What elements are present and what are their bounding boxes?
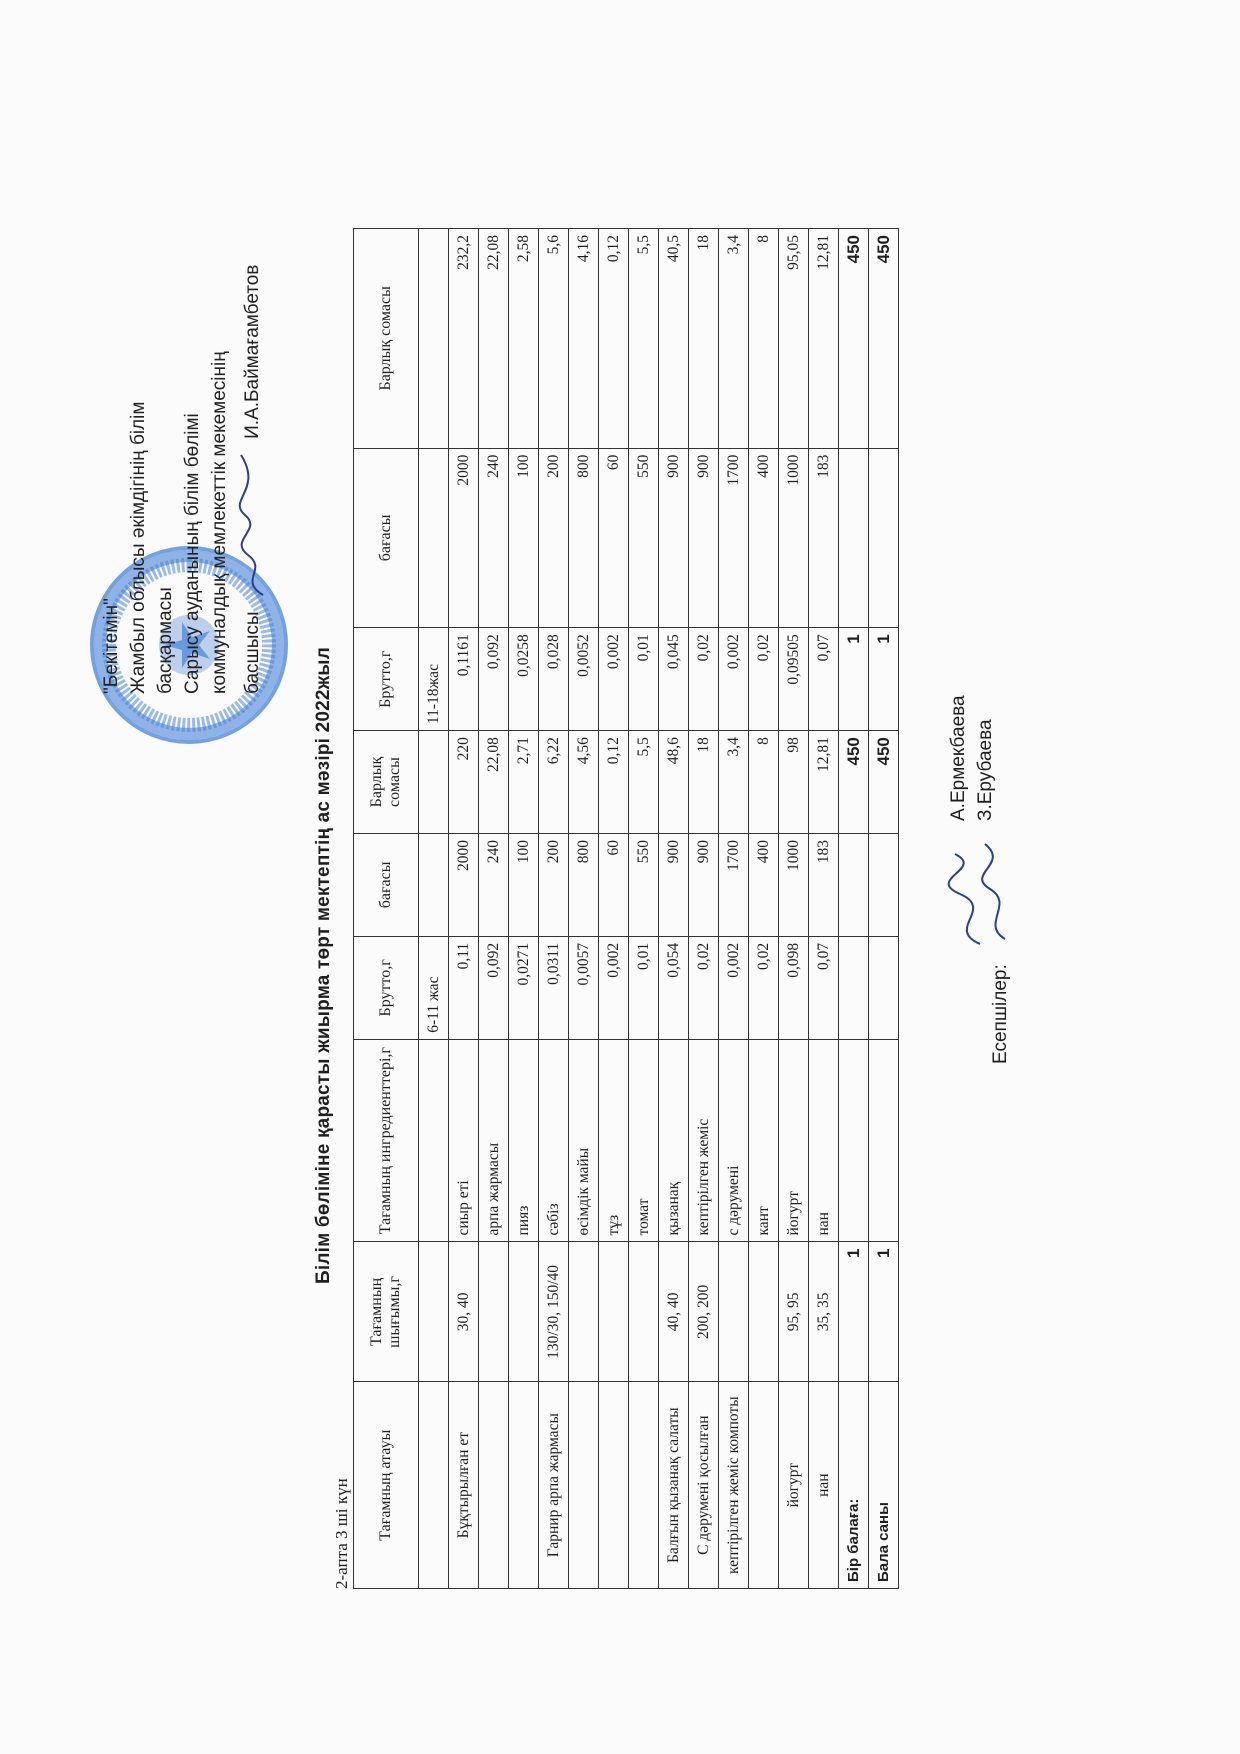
cell-s2: 5,5 [629, 229, 659, 449]
page-title: Білім бөліміне қарасты жиырма төрт мектептің ас мәзірі 2022жыл [313, 647, 334, 1284]
cell-yield: 200, 200 [689, 1242, 719, 1382]
approval-block [98, 54, 273, 694]
cell-yield: 30, 40 [449, 1242, 479, 1382]
cell-s2: 0,12 [599, 229, 629, 449]
cell-yield [629, 1242, 659, 1382]
cell-yield [599, 1242, 629, 1382]
per-child-count-2: 1 [839, 628, 869, 731]
cell-b2: 0,01 [629, 628, 659, 731]
cell-ingredient: сәбіз [539, 1039, 569, 1242]
cell-s1: 12,81 [809, 731, 839, 834]
empty-cell [419, 833, 449, 936]
children-count-2: 1 [869, 628, 899, 731]
cell-s2: 3,4 [719, 229, 749, 449]
cell-dish [509, 1382, 539, 1589]
cell-yield: 35, 35 [809, 1242, 839, 1382]
cell-b2: 0,0258 [509, 628, 539, 731]
cell-b1: 0,02 [689, 936, 719, 1039]
cell-s1: 2,71 [509, 731, 539, 834]
menu-table [353, 228, 899, 1589]
cell-b1: 0,02 [749, 936, 779, 1039]
cell-s1: 4,56 [569, 731, 599, 834]
header-brutto-2: Брутто,г [354, 628, 419, 731]
cell-b2: 0,002 [599, 628, 629, 731]
approval-line: коммуналдық мемлекеттік мекемесінің [209, 351, 230, 694]
children-label: Бала саны [869, 1382, 899, 1589]
cell-s2: 4,16 [569, 229, 599, 449]
cell-ingredient: сиыр еті [449, 1039, 479, 1242]
cell-ingredient: кант [749, 1039, 779, 1242]
cell-ingredient: томат [629, 1039, 659, 1242]
cell-s1: 5,5 [629, 731, 659, 834]
header-total-1: Барлық сомасы [354, 731, 419, 834]
cell-p1: 60 [599, 833, 629, 936]
cell-s2: 2,58 [509, 229, 539, 449]
cell-s1: 0,12 [599, 731, 629, 834]
cell-dish: Бұқтырылған ет [449, 1382, 479, 1589]
cell-p2: 1700 [719, 448, 749, 628]
cell-dish: С дәрумені қосылған [689, 1382, 719, 1589]
per-child-count: 1 [839, 1242, 869, 1382]
cell-b1: 0,0271 [509, 936, 539, 1039]
cell-p2: 900 [689, 448, 719, 628]
cell-p2: 1000 [779, 448, 809, 628]
cell-p2: 2000 [449, 448, 479, 628]
cell-s2: 8 [749, 229, 779, 449]
cell-s1: 22,08 [479, 731, 509, 834]
children-count-row [869, 229, 899, 1589]
approval-line: Жамбыл облысы әкімдігінің білім [128, 401, 149, 694]
cell-b1: 0,002 [599, 936, 629, 1039]
children-total-1: 450 [869, 731, 899, 834]
cell-b2: 0,028 [539, 628, 569, 731]
accountants-label: Есепшілер: [990, 964, 1011, 1064]
table-row [659, 229, 689, 1589]
approval-position: басшысы [242, 611, 264, 694]
cell-b1: 0,11 [449, 936, 479, 1039]
cell-ingredient: кептірілген жеміс [689, 1039, 719, 1242]
header-price-2: бағасы [354, 448, 419, 628]
cell-p2: 200 [539, 448, 569, 628]
cell-p2: 183 [809, 448, 839, 628]
table-row [779, 229, 809, 1589]
cell-b1: 0,002 [719, 936, 749, 1039]
cell-p2: 400 [749, 448, 779, 628]
cell-s2: 40,5 [659, 229, 689, 449]
table-row [809, 229, 839, 1589]
header-yield: Тағамның шығымы,г [354, 1242, 419, 1382]
cell-yield [569, 1242, 599, 1382]
header-ingredients: Тағамның ингредиенттері,г [354, 1039, 419, 1242]
table-row [479, 229, 509, 1589]
cell-b1: 0,092 [479, 936, 509, 1039]
per-child-total-1: 450 [839, 731, 869, 834]
empty-cell [869, 448, 899, 628]
empty-cell [419, 448, 449, 628]
empty-cell [419, 1039, 449, 1242]
cell-ingredient: өсімдік майы [569, 1039, 599, 1242]
cell-p1: 900 [689, 833, 719, 936]
cell-b1: 0,01 [629, 936, 659, 1039]
cell-p1: 800 [569, 833, 599, 936]
cell-yield: 130/30, 150/40 [539, 1242, 569, 1382]
per-child-total-2: 450 [839, 229, 869, 449]
cell-p1: 400 [749, 833, 779, 936]
cell-yield [719, 1242, 749, 1382]
header-dish-name: Тағамның атауы [354, 1382, 419, 1589]
cell-b1: 0,0057 [569, 936, 599, 1039]
week-day-label: 2-апта 3 ші күн [332, 1478, 351, 1589]
cell-p2: 60 [599, 448, 629, 628]
cell-p1: 1700 [719, 833, 749, 936]
cell-dish: йогурт [779, 1382, 809, 1589]
accountant-signatures-icon [940, 834, 1020, 954]
approval-line: "Бекітемін" [101, 598, 122, 694]
age-group-1: 6-11 жас [419, 936, 449, 1039]
header-brutto-1: Брутто,г [354, 936, 419, 1039]
cell-p1: 1000 [779, 833, 809, 936]
cell-b1: 0,098 [779, 936, 809, 1039]
children-count: 1 [869, 1242, 899, 1382]
cell-s2: 5,6 [539, 229, 569, 449]
cell-b1: 0,054 [659, 936, 689, 1039]
director-signature-icon [233, 450, 273, 600]
empty-cell [839, 448, 869, 628]
approval-line [233, 54, 273, 694]
cell-p1: 100 [509, 833, 539, 936]
cell-dish [599, 1382, 629, 1589]
cell-b2: 0,092 [479, 628, 509, 731]
cell-dish [629, 1382, 659, 1589]
cell-p2: 900 [659, 448, 689, 628]
age-group-2: 11-18жас [419, 628, 449, 731]
cell-b2: 0,002 [719, 628, 749, 731]
cell-ingredient: с дәрумені [719, 1039, 749, 1242]
cell-yield: 95, 95 [779, 1242, 809, 1382]
cell-s1: 98 [779, 731, 809, 834]
cell-s1: 48,6 [659, 731, 689, 834]
table-row [599, 229, 629, 1589]
cell-b2: 0,0052 [569, 628, 599, 731]
cell-s1: 220 [449, 731, 479, 834]
cell-yield [509, 1242, 539, 1382]
table-row [629, 229, 659, 1589]
cell-s1: 3,4 [719, 731, 749, 834]
cell-s2: 95,05 [779, 229, 809, 449]
cell-yield [749, 1242, 779, 1382]
approval-line: Сарысу ауданының білім бөлімі [182, 413, 203, 694]
cell-b2: 0,07 [809, 628, 839, 731]
empty-cell [419, 1382, 449, 1589]
cell-dish: нан [809, 1382, 839, 1589]
cell-b2: 0,02 [749, 628, 779, 731]
cell-p1: 183 [809, 833, 839, 936]
accountant-name-1: А.Ермекбаева [948, 695, 969, 821]
cell-dish: Гарнир арпа жармасы [539, 1382, 569, 1589]
empty-cell [419, 229, 449, 449]
empty-cell [869, 1039, 899, 1242]
cell-s2: 22,08 [479, 229, 509, 449]
cell-s2: 18 [689, 229, 719, 449]
cell-ingredient: қызанақ [659, 1039, 689, 1242]
cell-dish: кептірілген жеміс компоты [719, 1382, 749, 1589]
per-child-label: Бір балаға: [839, 1382, 869, 1589]
cell-ingredient: тұз [599, 1039, 629, 1242]
empty-cell [839, 936, 869, 1039]
approval-signer: И.А.Баймағамбетов [242, 264, 264, 439]
cell-ingredient: йогурт [779, 1039, 809, 1242]
empty-cell [869, 936, 899, 1039]
cell-p1: 200 [539, 833, 569, 936]
approval-line: басқармасы [155, 587, 176, 694]
table-row [569, 229, 599, 1589]
cell-b2: 0,02 [689, 628, 719, 731]
cell-b2: 0,045 [659, 628, 689, 731]
empty-cell [419, 731, 449, 834]
cell-p2: 240 [479, 448, 509, 628]
cell-s1: 8 [749, 731, 779, 834]
accountant-name-2: З.Ерубаева [975, 719, 996, 821]
header-row [354, 229, 419, 1589]
cell-b1: 0,07 [809, 936, 839, 1039]
cell-yield: 40, 40 [659, 1242, 689, 1382]
cell-dish [749, 1382, 779, 1589]
cell-s1: 18 [689, 731, 719, 834]
cell-p1: 240 [479, 833, 509, 936]
cell-p2: 100 [509, 448, 539, 628]
cell-ingredient: пияз [509, 1039, 539, 1242]
table-row [449, 229, 479, 1589]
cell-ingredient: арпа жармасы [479, 1039, 509, 1242]
cell-dish [479, 1382, 509, 1589]
empty-cell [839, 1039, 869, 1242]
cell-dish [569, 1382, 599, 1589]
table-row [749, 229, 779, 1589]
table-row [539, 229, 569, 1589]
cell-ingredient: нан [809, 1039, 839, 1242]
age-group-row [419, 229, 449, 1589]
table-row [509, 229, 539, 1589]
cell-p1: 550 [629, 833, 659, 936]
cell-s2: 12,81 [809, 229, 839, 449]
per-child-row [839, 229, 869, 1589]
empty-cell [419, 1242, 449, 1382]
empty-cell [839, 833, 869, 936]
table-row [719, 229, 749, 1589]
cell-dish: Балғын қызанақ салаты [659, 1382, 689, 1589]
children-total-2: 450 [869, 229, 899, 449]
cell-p2: 800 [569, 448, 599, 628]
cell-s2: 232,2 [449, 229, 479, 449]
header-price-1: бағасы [354, 833, 419, 936]
cell-s1: 6,22 [539, 731, 569, 834]
cell-p1: 2000 [449, 833, 479, 936]
empty-cell [869, 833, 899, 936]
header-total-2: Барлық сомасы [354, 229, 419, 449]
cell-b1: 0,0311 [539, 936, 569, 1039]
cell-b2: 0,09505 [779, 628, 809, 731]
cell-yield [479, 1242, 509, 1382]
cell-b2: 0,1161 [449, 628, 479, 731]
cell-p1: 900 [659, 833, 689, 936]
cell-p2: 550 [629, 448, 659, 628]
table-row [689, 229, 719, 1589]
